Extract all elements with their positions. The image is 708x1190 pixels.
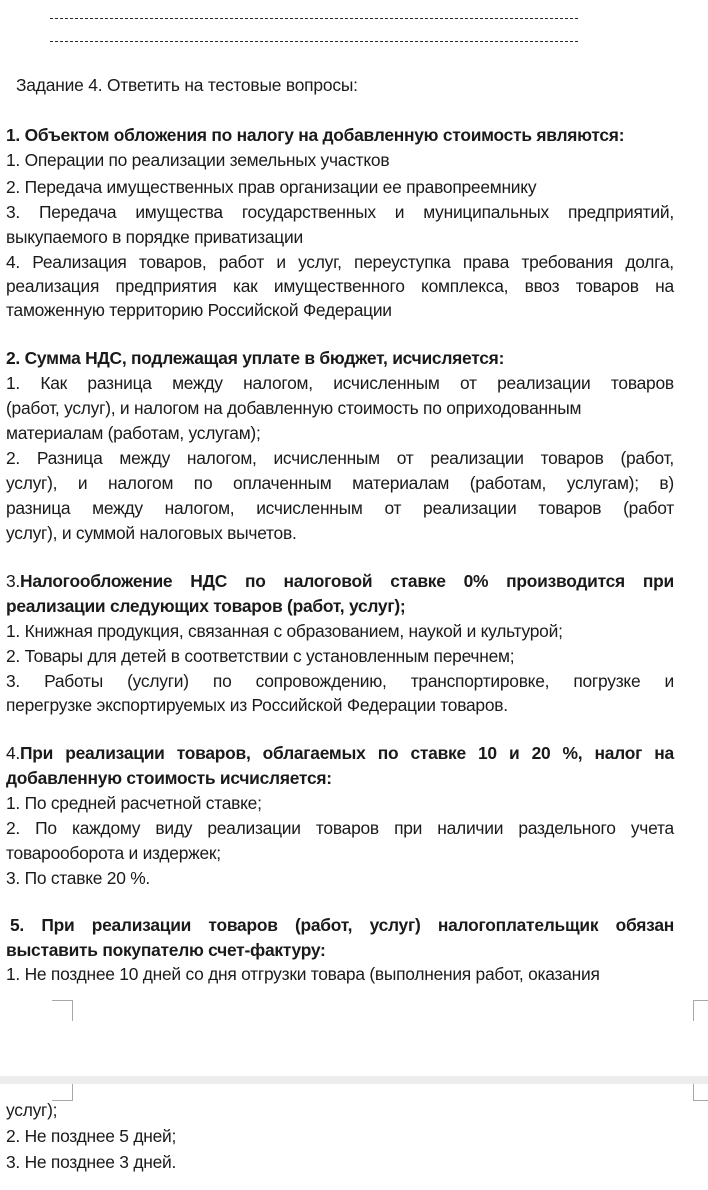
question-5-option-1-line-1: 1. Не позднее 10 дней со дня отгрузки товара (выполнения работ, оказания [6, 964, 600, 984]
question-4-title-line-1: 4.При реализации товаров, облагаемых по ставке 10 и 20 %, налог на [6, 743, 674, 763]
question-2-title: 2. Сумма НДС, подлежащая уплате в бюджет, исчисляется: [6, 348, 505, 368]
question-4-option-1: 1. По средней расчетной ставке; [6, 793, 262, 813]
task-title: Задание 4. Ответить на тестовые вопросы: [16, 75, 358, 95]
question-1-option-2: 2. Передача имущественных прав организации ее правопреемнику [6, 177, 537, 197]
question-4-option-2-line-1: 2. По каждому виду реализации товаров при наличии раздельного учета [6, 818, 674, 838]
question-1-option-3-line-1: 3. Передача имущества государственных и муниципальных предприятий, [6, 202, 674, 222]
question-3-option-3-line-1: 3. Работы (услуги) по сопровождению, транспортировке, погрузке и [6, 671, 674, 691]
question-4-option-3: 3. По ставке 20 %. [6, 868, 150, 888]
question-1-title: 1. Объектом обложения по налогу на добавленную стоимость являются: [6, 125, 625, 145]
question-5-title-line-1: 5. При реализации товаров (работ, услуг) налогоплательщик обязан [10, 915, 674, 935]
question-3-title-line-2: реализации следующих товаров (работ, услуг); [6, 596, 406, 616]
question-5-option-2: 2. Не позднее 5 дней; [6, 1126, 177, 1146]
question-2-option-2-line-3: разница между налогом, исчисленным от реализации товаров (работ [6, 498, 674, 518]
question-2-option-2-line-4: услуг), и суммой налоговых вычетов. [6, 523, 297, 543]
question-2-option-2-line-1: 2. Разница между налогом, исчисленным от реализации товаров (работ, [6, 448, 674, 468]
answer-blank-line-1 [50, 18, 578, 19]
question-1-option-3-line-2: выкупаемого в порядке приватизации [6, 227, 303, 247]
question-5-option-1-line-2: услуг); [6, 1100, 58, 1120]
question-5-option-3: 3. Не позднее 3 дней. [6, 1152, 177, 1172]
question-5-title-line-2: выставить покупателю счет-фактуру: [6, 940, 326, 960]
page-break-divider [0, 1076, 708, 1084]
question-2-option-1-line-3: материалам (работам, услугам); [6, 423, 261, 443]
answer-blank-line-2 [50, 41, 578, 42]
question-1-option-4-line-2: реализация предприятия как имущественного комплекса, ввоз товаров на [6, 276, 674, 296]
question-1-option-4-line-1: 4. Реализация товаров, работ и услуг, переуступка права требования долга, [6, 252, 674, 272]
question-1-option-4-line-3: таможенную территорию Российской Федерации [6, 300, 392, 320]
question-3-option-3-line-2: перегрузке экспортируемых из Российской Федерации товаров. [6, 695, 508, 715]
question-4-title-line-2: добавленную стоимость исчисляется: [6, 768, 332, 788]
page-corner-mark-top-right [693, 1000, 708, 1021]
question-3-title-line-1: 3.Налогообложение НДС по налоговой ставке 0% производится при [6, 571, 674, 591]
page-corner-mark-bottom-right [693, 1084, 708, 1101]
page-corner-mark-top-left [52, 1000, 73, 1021]
question-3-option-2: 2. Товары для детей в соответствии с установленным перечнем; [6, 646, 515, 666]
question-4-option-2-line-2: товарооборота и издержек; [6, 843, 221, 863]
question-2-option-1-line-1: 1. Как разница между налогом, исчисленным от реализации товаров [6, 373, 674, 393]
question-3-option-1: 1. Книжная продукция, связанная с образованием, наукой и культурой; [6, 621, 563, 641]
question-1-option-1: 1. Операции по реализации земельных участков [6, 150, 390, 170]
question-2-option-2-line-2: услуг), и налогом по оплаченным материалам (работам, услугам); в) [6, 473, 674, 493]
question-2-option-1-line-2: (работ, услуг), и налогом на добавленную стоимость по оприходованным [6, 398, 582, 418]
